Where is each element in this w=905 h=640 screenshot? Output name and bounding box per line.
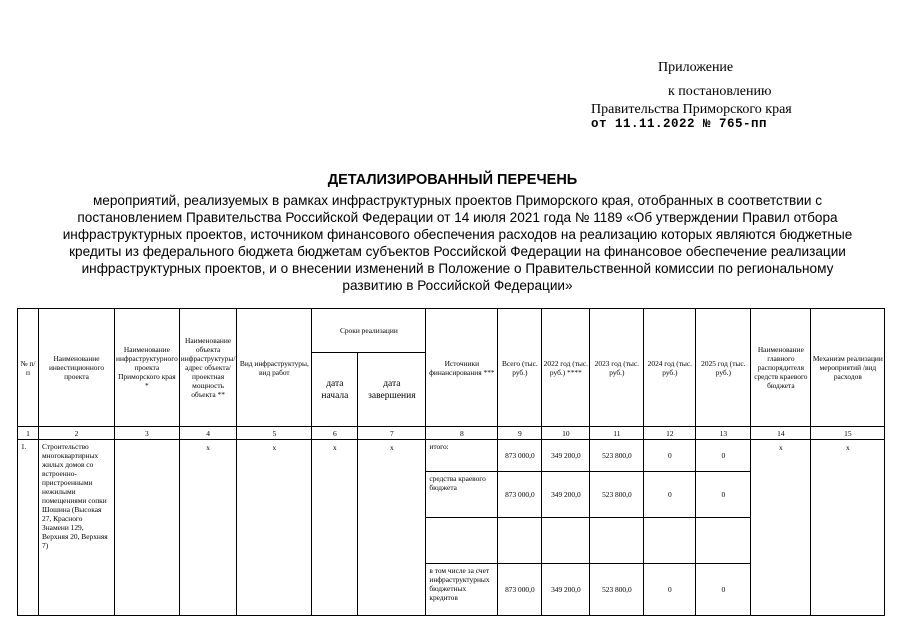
header-invest-project: Наименование инвестиционного проекта (39, 309, 115, 427)
row-source (426, 518, 498, 564)
document-title: ДЕТАЛИЗИРОВАННЫЙ ПЕРЕЧЕНЬ (327, 172, 578, 188)
header-terms: Сроки реализации (312, 309, 426, 353)
header-manager: Наименование главного распорядителя средств краевого бюджета (751, 309, 811, 427)
header-2022: 2022 год (тыс. руб.) **** (542, 309, 590, 427)
col-number: 12 (644, 427, 696, 440)
col-number: 6 (312, 427, 358, 440)
row-2023: 523 800,0 (590, 440, 644, 472)
header-2024: 2024 год (тыс. руб.) (644, 309, 696, 427)
row-total: 873 000,0 (498, 564, 542, 616)
header-mechanism: Механизм реализации мероприятий /вид расходов (811, 309, 885, 427)
col-number: 13 (696, 427, 751, 440)
header-infra-object: Наименование объекта инфраструктуры/ адрес объекта/ проектная мощность объекта ** (179, 309, 237, 427)
appendix-decree: к постановлению (668, 84, 772, 99)
col-number: 3 (115, 427, 180, 440)
header-start-date: дата начала (312, 353, 358, 427)
row-work-type: x (237, 440, 312, 616)
row-2025 (696, 518, 751, 564)
col-number: 11 (590, 427, 644, 440)
row-2023: 523 800,0 (590, 564, 644, 616)
col-number: 10 (542, 427, 590, 440)
appendix-government: Правительства Приморского края (591, 102, 792, 117)
header-num: № п/п (18, 309, 39, 427)
row-manager: x (751, 440, 811, 616)
column-numbers-row (18, 427, 885, 440)
row-project-name: Строительство многоквартирных жилых домов со встроенно-пристроенными нежилыми помещениями сопки Шошина (Высокая 27, Красного Знамени 129, Верхняя 20, Верхняя 7) (39, 440, 115, 616)
row-2023: 523 800,0 (590, 472, 644, 518)
document-subtitle: мероприятий, реализуемых в рамках инфраструктурных проектов Приморского края, отобранных в соответствии с постановлением Правительства Российской Федерации от 14 июля 2021 года № 1189 «Об утверждении Правил отбора инфраструктурных проектов, источником финансового обеспечения расходов на реализацию которых являются бюджетные кредиты из федерального бюджета бюджетам субъектов Российской Федерации на финансовое обеспечение реализации инфраструктурных проектов, и о внесении изменений в Положение о Правительственной комиссии по региональному развитию в Российской Федерации» (62, 193, 853, 293)
col-number: 1 (18, 427, 39, 440)
appendix-date-number: от 11.11.2022 № 765-пп (591, 117, 768, 131)
row-2024: 0 (644, 472, 696, 518)
row-2025: 0 (696, 440, 751, 472)
col-number: 2 (39, 427, 115, 440)
row-infra-project (115, 440, 180, 616)
row-2025: 0 (696, 564, 751, 616)
row-2024: 0 (644, 440, 696, 472)
header-2023: 2023 год (тыс. руб.) (590, 309, 644, 427)
row-end-date: x (358, 440, 426, 616)
table-row (18, 440, 885, 472)
col-number: 4 (179, 427, 237, 440)
col-number: 5 (237, 427, 312, 440)
row-source: итого: (426, 440, 498, 472)
col-number: 14 (751, 427, 811, 440)
row-mechanism: x (811, 440, 885, 616)
row-total (498, 518, 542, 564)
row-2024 (644, 518, 696, 564)
header-infra-project: Наименование инфраструктурного проекта Приморского края * (115, 309, 180, 427)
header-end-date: дата завершения (358, 353, 426, 427)
row-total: 873 000,0 (498, 440, 542, 472)
appendix-label: Приложение (658, 60, 734, 75)
row-2022: 349 200,0 (542, 564, 590, 616)
col-number: 8 (426, 427, 498, 440)
row-2024: 0 (644, 564, 696, 616)
row-num: 1. (18, 440, 39, 616)
row-source: в том числе за счет инфраструктурных бюджетных кредитов (426, 564, 498, 616)
row-2022: 349 200,0 (542, 440, 590, 472)
col-number: 9 (498, 427, 542, 440)
row-total: 873 000,0 (498, 472, 542, 518)
row-start-date: x (312, 440, 358, 616)
row-2023 (590, 518, 644, 564)
col-number: 15 (811, 427, 885, 440)
header-sources: Источники финансирования *** (426, 309, 498, 427)
row-2022 (542, 518, 590, 564)
row-2022: 349 200,0 (542, 472, 590, 518)
header-total: Всего (тыс. руб.) (498, 309, 542, 427)
col-number: 7 (358, 427, 426, 440)
header-work-type: Вид инфраструктуры, вид работ (237, 309, 312, 427)
row-2025: 0 (696, 472, 751, 518)
row-source: средства краевого бюджета (426, 472, 498, 518)
row-infra-object: x (179, 440, 237, 616)
header-2025: 2025 год (тыс. руб.) (696, 309, 751, 427)
projects-table (17, 308, 885, 616)
